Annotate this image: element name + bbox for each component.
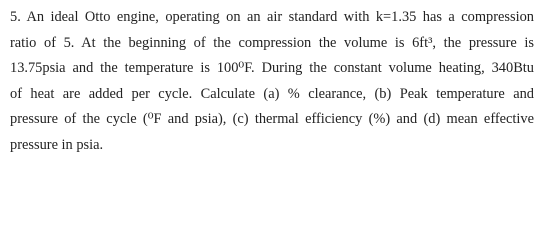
problem-line-4: of heat are added per cycle. Calculate (a) % clearance, (b) Peak temperature and	[10, 85, 534, 102]
problem-line-5: pressure of the cycle (⁰F and psia), (c) thermal efficiency (%) and (d) mean effective	[10, 111, 534, 127]
problem-line-6: pressure in psia.	[10, 136, 104, 153]
problem-statement	[10, 5, 534, 158]
problem-line-2: ratio of 5. At the beginning of the compression the volume is 6ft³, the pressure is	[10, 34, 534, 51]
problem-line-1: 5. An ideal Otto engine, operating on an air standard with k=1.35 has a compression	[10, 9, 534, 25]
problem-line-3: 13.75psia and the temperature is 100⁰F. During the constant volume heating, 340Btu	[10, 60, 534, 76]
